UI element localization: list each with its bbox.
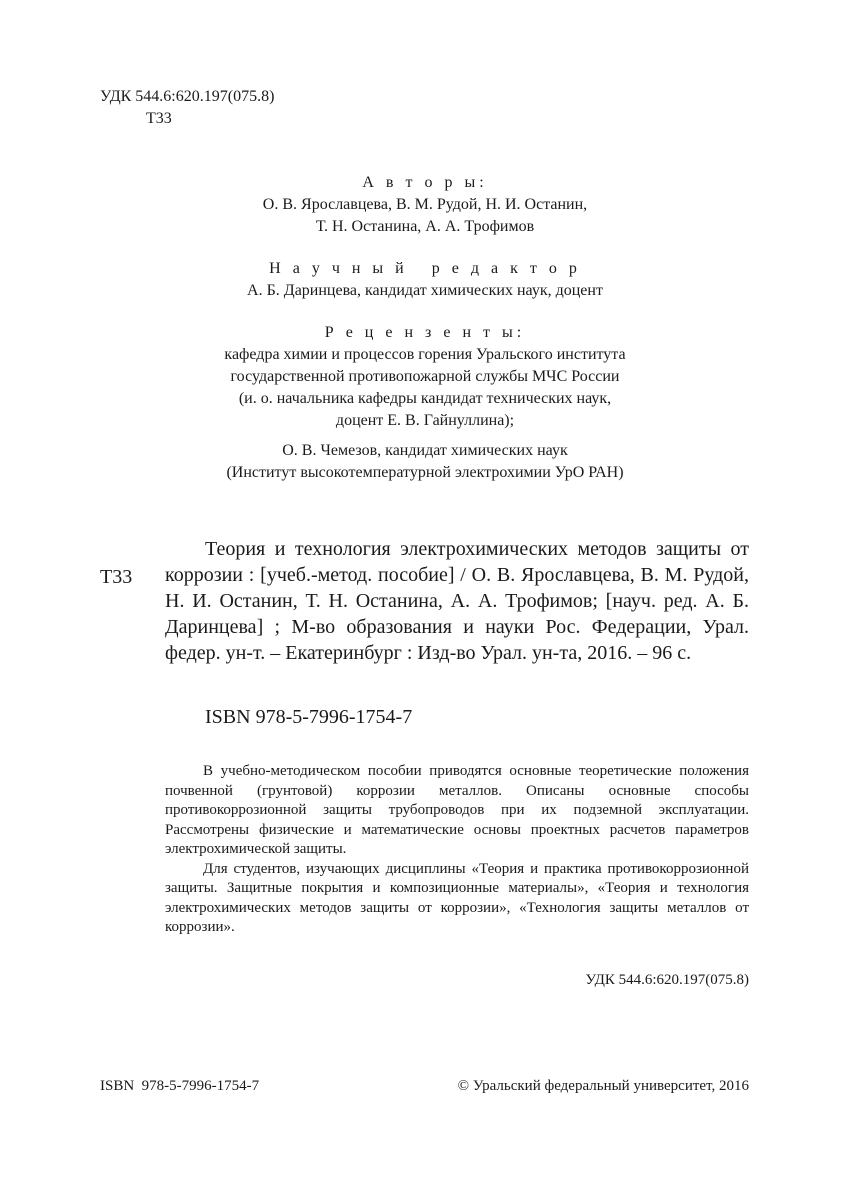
editor-line: А. Б. Даринцева, кандидат химических наук, доцент — [247, 282, 603, 299]
abstract-paragraph: Для студентов, изучающих дисциплины «Теория и практика противокоррозионной защиты. Защитные покрытия и композиционные материалы», «Теория и технология электрохимических методов защиты от коррозии», «Технология защиты металлов от коррозии». — [165, 860, 749, 935]
authors-block — [100, 172, 750, 238]
udk-code: УДК 544.6:620.197(075.8) — [100, 88, 275, 105]
editor-block — [100, 258, 750, 302]
reviewers-line: (Институт высокотемпературной электрохимии УрО РАН) — [226, 464, 624, 481]
udk-classification — [100, 86, 274, 130]
abstract-paragraph: В учебно-методическом пособии приводятся основные теоретические положения почвенной (грунтовой) коррозии металлов. Описаны основные способы противокоррозионной защиты трубопроводов при их подземной эксплуатации. Рассмотрены физические и математические основы проектных расчетов параметров электрохимической защиты. — [165, 763, 749, 857]
reviewers-heading: Р е ц е н з е н т ы: — [324, 324, 526, 341]
reviewers-block — [100, 322, 750, 432]
authors-line: О. В. Ярославцева, В. М. Рудой, Н. И. Останин, — [262, 196, 588, 213]
reviewers-line: кафедра химии и процессов горения Уральского института — [224, 346, 626, 363]
reviewers-line: государственной противопожарной службы МЧС России — [230, 368, 620, 385]
udk-bottom: УДК 544.6:620.197(075.8) — [585, 972, 749, 988]
author-mark: Т33 — [146, 110, 172, 127]
bibliographic-code: Т33 — [100, 566, 133, 588]
footer-isbn: ISBN 978-5-7996-1754-7 — [100, 1078, 260, 1094]
authors-line: Т. Н. Останина, А. А. Трофимов — [315, 218, 535, 235]
editor-heading: Н а у ч н ы й р е д а к т о р — [269, 260, 581, 277]
reviewers-line: доцент Е. В. Гайнуллина); — [335, 412, 515, 429]
authors-heading: А в т о р ы: — [362, 174, 488, 191]
reviewers-line: О. В. Чемезов, кандидат химических наук — [282, 442, 568, 459]
footer-copyright: © Уральский федеральный университет, 2016 — [457, 1078, 749, 1094]
reviewer-second-block — [100, 440, 750, 484]
reviewers-line: (и. о. начальника кафедры кандидат технических наук, — [238, 390, 612, 407]
bibliographic-text: Теория и технология электрохимических методов защиты от коррозии : [учеб.-метод. пособие] / О. В. Ярославцева, В. М. Рудой, Н. И. Останин, Т. Н. Останина, А. А. Трофимов; [науч. ред. А. Б. Даринцева] ; М-во образования и науки Рос. Федерации, Урал. федер. ун-т. – Екатеринбург : Изд-во Урал. ун-та, 2016. – 96 с. — [165, 538, 749, 664]
bibliographic-isbn: ISBN 978-5-7996-1754-7 — [205, 706, 413, 728]
abstract — [165, 762, 749, 938]
bibliographic-record — [165, 536, 749, 666]
